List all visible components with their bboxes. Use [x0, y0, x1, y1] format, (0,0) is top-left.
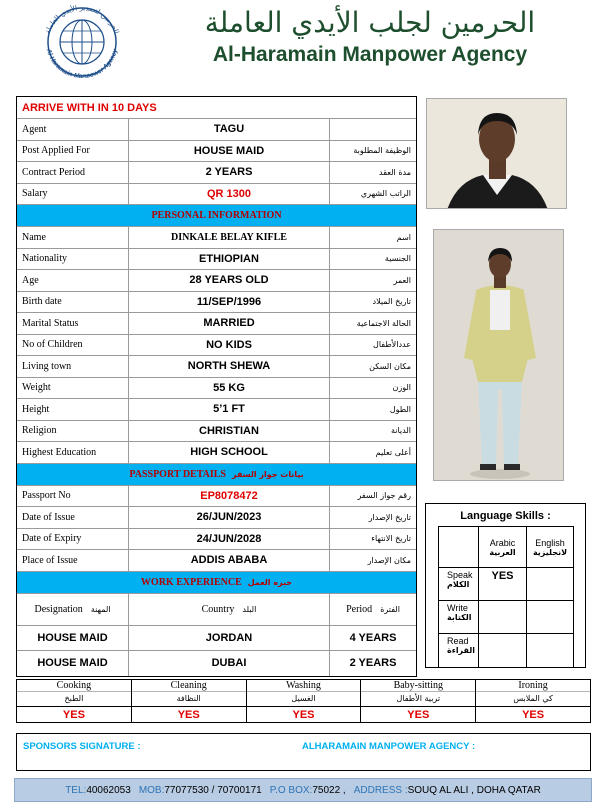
- field-label: Birth date: [17, 292, 129, 313]
- contact-footer: [14, 778, 592, 802]
- column-country: Country: [201, 603, 235, 615]
- arabic-column: Arabic: [489, 537, 516, 548]
- row-place-of-issue: [17, 550, 416, 572]
- column-country-ar: البلد: [242, 604, 257, 614]
- field-label-ar: الحالة الاجتماعية: [356, 318, 411, 328]
- column-designation: Designation: [34, 603, 83, 615]
- english-level: [527, 634, 573, 667]
- work-skills-table: [16, 679, 591, 723]
- field-value: DINKALE BELAY KIFLE: [129, 227, 330, 248]
- field-label-ar: الوظيفة المطلوبة: [353, 146, 411, 156]
- section-title-ar: بيانات جواز السفر: [231, 469, 304, 479]
- logo-arabic-text: الحرمين لتصدير الأيدي العاملة: [43, 4, 121, 35]
- field-label-ar: رقم جواز السفر: [357, 491, 411, 501]
- english-column-ar: لانجليزية: [532, 547, 568, 557]
- field-label-ar: الراتب الشهري: [360, 189, 411, 199]
- work-period: 4 YEARS: [349, 631, 397, 644]
- work-designation: HOUSE MAID: [17, 651, 129, 676]
- field-label-ar: عددالأطفال: [373, 340, 411, 350]
- skill-name: Ironing: [476, 680, 590, 692]
- english-column: English: [535, 537, 565, 548]
- skill-value: YES: [247, 706, 361, 722]
- work-experience-header: [17, 572, 416, 594]
- field-value: NO KIDS: [129, 335, 330, 356]
- address-label: ADDRESS :: [353, 784, 408, 796]
- work-columns-header: [17, 594, 416, 626]
- row-date-of-expiry: [17, 529, 416, 551]
- field-value: HIGH SCHOOL: [129, 442, 330, 463]
- address-value: SOUQ AL ALI , DOHA QATAR: [407, 784, 541, 796]
- row-height: [17, 399, 416, 421]
- sponsor-signature-label: SPONSORS SIGNATURE :: [23, 741, 141, 752]
- row-marital-status: [17, 313, 416, 335]
- field-label-ar: تاريخ الميلاد: [372, 297, 411, 307]
- agency-logo: [22, 4, 142, 78]
- field-label: Weight: [17, 378, 129, 399]
- field-label-ar: اسم: [396, 232, 411, 242]
- skill-name-ar: تربية الأطفال: [396, 694, 441, 703]
- language-row-write: [439, 601, 573, 634]
- work-country: JORDAN: [129, 626, 330, 650]
- field-label: Religion: [17, 421, 129, 442]
- skill-name: Baby-sitting: [361, 680, 475, 692]
- row-birth-date: [17, 292, 416, 314]
- skill-value: YES: [17, 706, 131, 722]
- skill-baby-sitting: [361, 680, 476, 722]
- passport-number-value: EP8078472: [129, 486, 330, 507]
- field-value: MARRIED: [129, 313, 330, 334]
- work-period: 2 YEARS: [349, 657, 397, 669]
- language-skills-box: [425, 503, 586, 668]
- english-level: [527, 568, 573, 600]
- field-label: Place of Issue: [17, 550, 129, 571]
- skill-name: Cleaning: [132, 680, 246, 692]
- mob-value: 77077530 / 70700171: [164, 784, 262, 796]
- arabic-level: [479, 634, 527, 667]
- field-label-ar: مكان الإصدار: [367, 555, 411, 565]
- skill-value: YES: [132, 706, 246, 722]
- skill-name: Cooking: [17, 680, 131, 692]
- passport-details-header: [17, 464, 416, 486]
- row-date-of-issue: [17, 507, 416, 529]
- skill-cooking: [17, 680, 132, 722]
- column-period: Period: [346, 603, 373, 615]
- column-period-ar: الفترة: [380, 604, 400, 614]
- skill-cleaning: [132, 680, 247, 722]
- row-education: [17, 442, 416, 464]
- mob-label: MOB:: [138, 784, 165, 796]
- row-age: [17, 270, 416, 292]
- agency-title-english: Al-Haramain Manpower Agency: [212, 43, 528, 66]
- skill-label: Speak: [447, 570, 473, 580]
- language-row-read: [439, 634, 573, 667]
- field-label: Age: [17, 270, 129, 291]
- skill-name: Washing: [247, 680, 361, 692]
- skill-name-ar: الغسيل: [291, 694, 316, 703]
- field-value: ETHIOPIAN: [129, 249, 330, 270]
- work-row: [17, 626, 416, 651]
- field-label: Height: [17, 399, 129, 420]
- skill-value: YES: [476, 706, 590, 722]
- row-name: [17, 227, 416, 249]
- field-label: Post Applied For: [17, 141, 129, 162]
- field-value: CHRISTIAN: [129, 421, 330, 442]
- field-label: Date of Expiry: [17, 529, 129, 550]
- agency-title-arabic: الحرمين لجلب الأيدي العاملة: [204, 6, 536, 39]
- field-label-ar: الوزن: [392, 383, 411, 393]
- field-label: Salary: [17, 184, 129, 205]
- application-table: [16, 96, 417, 677]
- arrival-notice: ARRIVE WITH IN 10 DAYS: [17, 97, 416, 119]
- field-value: 11/SEP/1996: [129, 292, 330, 313]
- field-label: Agent: [17, 119, 129, 140]
- row-post: [17, 141, 416, 163]
- column-designation-ar: المهنة: [90, 604, 111, 614]
- section-title: PASSPORT DETAILS: [129, 468, 226, 480]
- agency-signature-label: ALHARAMAIN MANPOWER AGENCY :: [302, 741, 476, 752]
- skill-name-ar: النظافة: [176, 694, 201, 703]
- personal-info-header: PERSONAL INFORMATION: [17, 205, 416, 227]
- section-title: WORK EXPERIENCE: [140, 576, 242, 588]
- field-label: Highest Education: [17, 442, 129, 463]
- skill-value: YES: [361, 706, 475, 722]
- field-value: ADDIS ABABA: [129, 550, 330, 571]
- field-label-ar: تاريخ الانتهاء: [371, 534, 411, 544]
- skill-ironing: [476, 680, 590, 722]
- field-value: 5’1 FT: [129, 399, 330, 420]
- field-label-ar: تاريخ الإصدار: [368, 512, 411, 522]
- language-skills-title: Language Skills :: [460, 510, 551, 522]
- portrait-photo: [426, 98, 567, 209]
- field-label-ar: مكان السكن: [369, 361, 411, 371]
- field-label: Name: [17, 227, 129, 248]
- field-label-ar: الجنسية: [384, 254, 411, 264]
- signature-box: [16, 733, 591, 771]
- field-label-ar: الديانة: [390, 426, 411, 436]
- field-value: NORTH SHEWA: [129, 356, 330, 377]
- field-value: 2 YEARS: [129, 162, 330, 183]
- field-value: 24/JUN/2028: [129, 529, 330, 550]
- arabic-column-ar: العربية: [489, 547, 516, 557]
- field-label: Passport No: [17, 486, 129, 507]
- tel-value: 40062053: [86, 784, 131, 796]
- work-designation: HOUSE MAID: [17, 626, 129, 650]
- row-living-town: [17, 356, 416, 378]
- skill-label-ar: القراءة: [447, 646, 476, 655]
- field-label: No of Children: [17, 335, 129, 356]
- skill-washing: [247, 680, 362, 722]
- work-country: DUBAI: [129, 651, 330, 676]
- pobox-label: P.O BOX:: [269, 784, 313, 796]
- row-weight: [17, 378, 416, 400]
- field-label: Date of Issue: [17, 507, 129, 528]
- field-label: Contract Period: [17, 162, 129, 183]
- row-religion: [17, 421, 416, 443]
- field-value: 26/JUN/2023: [129, 507, 330, 528]
- skill-name-ar: الطبخ: [64, 694, 84, 703]
- row-salary: [17, 184, 416, 206]
- row-nationality: [17, 249, 416, 271]
- salary-value: QR 1300: [129, 184, 330, 205]
- field-value: HOUSE MAID: [129, 141, 330, 162]
- field-label-ar: أعلى تعليم: [375, 447, 411, 457]
- pobox-value: 75022 ,: [312, 784, 346, 796]
- english-level: [527, 601, 573, 633]
- row-passport-no: [17, 486, 416, 508]
- full-body-photo: [433, 229, 564, 481]
- field-value: TAGU: [129, 119, 330, 140]
- row-children: [17, 335, 416, 357]
- row-contract: [17, 162, 416, 184]
- field-label-ar: الطول: [389, 404, 411, 414]
- field-value: 28 YEARS OLD: [129, 270, 330, 291]
- skill-label: Read: [447, 636, 469, 646]
- skill-label-ar: الكلام: [447, 580, 470, 589]
- field-label: Living town: [17, 356, 129, 377]
- field-label-ar: العمر: [393, 275, 411, 285]
- row-agent: [17, 119, 416, 141]
- language-row-speak: [439, 568, 573, 601]
- logo-english-text: Al-Haramain Manpower Agency: [44, 48, 120, 78]
- skill-label: Write: [447, 603, 468, 613]
- field-value: 55 KG: [129, 378, 330, 399]
- work-row: [17, 651, 416, 676]
- skill-label-ar: الكتابة: [447, 613, 472, 622]
- field-label: Marital Status: [17, 313, 129, 334]
- arabic-level: YES: [479, 568, 527, 600]
- language-skills-grid: [438, 526, 574, 668]
- arabic-level: [479, 601, 527, 633]
- section-title-ar: خبره العمل: [247, 577, 293, 587]
- tel-label: TEL:: [65, 784, 87, 796]
- field-label-ar: مدة العقد: [379, 167, 411, 177]
- skill-name-ar: كي الملابس: [513, 694, 553, 703]
- field-label: Nationality: [17, 249, 129, 270]
